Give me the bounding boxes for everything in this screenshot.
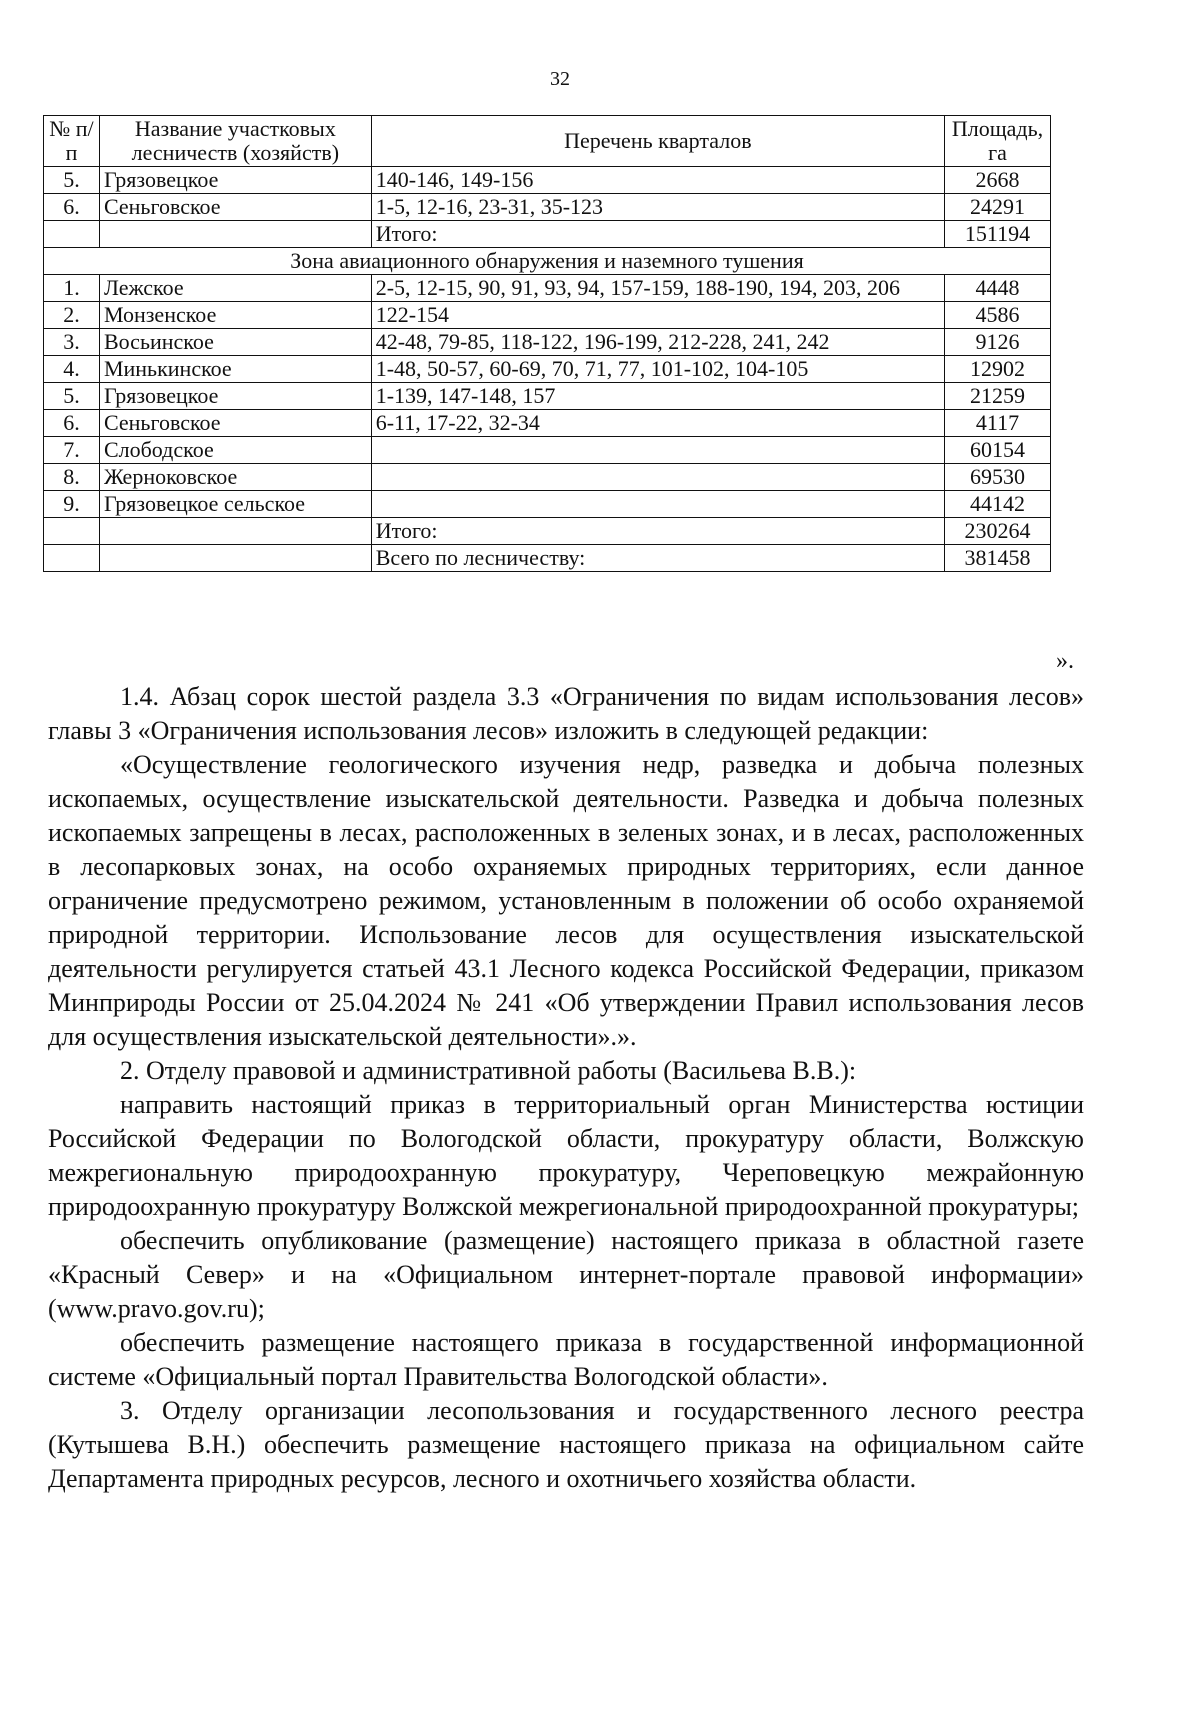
table-row [44,356,1051,383]
row-name: Лежское [99,275,371,302]
table-row [44,275,1051,302]
paragraph: «Осуществление геологического изучения недр, разведка и добыча полезных ископаемых, осуществление изыскательской деятельности. Разведка и добыча полезных ископаемых запрещены в лесах, расположенных в зеленых зонах, и в лесах, расположенных в лесопарковых зонах, на особо охраняемых природных территориях, если данное ограничение предусмотрено режимом, установленным в положении об особо охраняемой природной территории. Использование лесов для осуществления изыскательской деятельности регулируется статьей 43.1 Лесного кодекса Российской Федерации, приказом Минприроды России от 25.04.2024 № 241 «Об утверждении Правил использования лесов для осуществления изыскательской деятельности».». [48,750,1084,1051]
row-num: 5. [44,167,100,194]
document-body [48,680,1084,1496]
header-num: № п/п [44,116,100,167]
row-area: 4448 [945,275,1051,302]
row-quarters [371,491,944,518]
row-area: 69530 [945,464,1051,491]
header-area: Площадь, га [945,116,1051,167]
row-quarters: 42-48, 79-85, 118-122, 196-199, 212-228, 241, 242 [371,329,944,356]
row-area: 9126 [945,329,1051,356]
subtotal-label: Итого: [371,221,944,248]
row-name: Сеньговское [99,410,371,437]
subtotal-area: 151194 [945,221,1051,248]
table-row [44,302,1051,329]
paragraph: обеспечить размещение настоящего приказа в государственной информационной системе «Официальный портал Правительства Вологодской области». [48,1328,1084,1391]
paragraph: направить настоящий приказ в территориальный орган Министерства юстиции Российской Федерации по Вологодской области, прокуратуру области, Волжскую межрегиональную природоохранную прокуратуру, Череповецкую межрайонную природоохранную прокуратуру Волжской межрегиональной природоохранной прокуратуры; [48,1090,1084,1221]
table-row [44,329,1051,356]
row-name: Слободское [99,437,371,464]
table-row [44,410,1051,437]
paragraph: обеспечить опубликование (размещение) настоящего приказа в областной газете «Красный Север» и на «Официальном интернет-портале правовой информации» (www.pravo.gov.ru); [48,1226,1084,1323]
table-row [44,167,1051,194]
row-name: Грязовецкое сельское [99,491,371,518]
row-quarters: 1-139, 147-148, 157 [371,383,944,410]
row-name: Монзенское [99,302,371,329]
row-area: 4117 [945,410,1051,437]
row-quarters: 1-5, 12-16, 23-31, 35-123 [371,194,944,221]
row-name: Сеньговское [99,194,371,221]
closing-quote: ». [1056,648,1074,674]
empty-cell [44,545,100,572]
row-num: 6. [44,410,100,437]
row-name: Восьинское [99,329,371,356]
paragraph: 1.4. Абзац сорок шестой раздела 3.3 «Ограничения по видам использования лесов» главы 3 «Ограничения использования лесов» изложить в следующей редакции: [48,682,1084,745]
empty-cell [99,545,371,572]
subtotal-row [44,221,1051,248]
empty-cell [44,221,100,248]
grand-total-area: 381458 [945,545,1051,572]
zone-title: Зона авиационного обнаружения и наземного тушения [44,248,1051,275]
row-quarters [371,464,944,491]
subtotal-row [44,518,1051,545]
row-name: Грязовецкое [99,167,371,194]
empty-cell [99,518,371,545]
row-name: Грязовецкое [99,383,371,410]
row-num: 2. [44,302,100,329]
grand-total-label: Всего по лесничеству: [371,545,944,572]
empty-cell [44,518,100,545]
row-area: 2668 [945,167,1051,194]
row-quarters: 1-48, 50-57, 60-69, 70, 71, 77, 101-102, 104-105 [371,356,944,383]
row-quarters: 6-11, 17-22, 32-34 [371,410,944,437]
subtotal-label: Итого: [371,518,944,545]
header-quarters: Перечень кварталов [371,116,944,167]
table-row [44,491,1051,518]
table-row [44,437,1051,464]
page-number: 32 [550,68,570,90]
row-num: 6. [44,194,100,221]
empty-cell [99,221,371,248]
row-area: 4586 [945,302,1051,329]
row-name: Минькинское [99,356,371,383]
row-quarters: 140-146, 149-156 [371,167,944,194]
paragraph: 3. Отделу организации лесопользования и государственного лесного реестра (Кутышева В.Н.) обеспечить размещение настоящего приказа на официальном сайте Департамента природных ресурсов, лесного и охотничьего хозяйства области. [48,1396,1084,1493]
row-name: Жерноковское [99,464,371,491]
row-quarters: 122-154 [371,302,944,329]
table-row [44,464,1051,491]
table-header-row [44,116,1051,167]
subtotal-area: 230264 [945,518,1051,545]
row-area: 21259 [945,383,1051,410]
row-num: 4. [44,356,100,383]
zone-title-row [44,248,1051,275]
row-num: 5. [44,383,100,410]
row-num: 8. [44,464,100,491]
grand-total-row [44,545,1051,572]
row-quarters: 2-5, 12-15, 90, 91, 93, 94, 157-159, 188-190, 194, 203, 206 [371,275,944,302]
table-row [44,194,1051,221]
forestry-quarters-table [43,115,1051,572]
row-area: 44142 [945,491,1051,518]
row-area: 24291 [945,194,1051,221]
header-name: Название участковых лесничеств (хозяйств) [99,116,371,167]
table-row [44,383,1051,410]
row-quarters [371,437,944,464]
row-num: 3. [44,329,100,356]
paragraph: 2. Отделу правовой и административной работы (Васильева В.В.): [120,1056,857,1085]
row-num: 9. [44,491,100,518]
row-area: 60154 [945,437,1051,464]
row-area: 12902 [945,356,1051,383]
row-num: 1. [44,275,100,302]
row-num: 7. [44,437,100,464]
